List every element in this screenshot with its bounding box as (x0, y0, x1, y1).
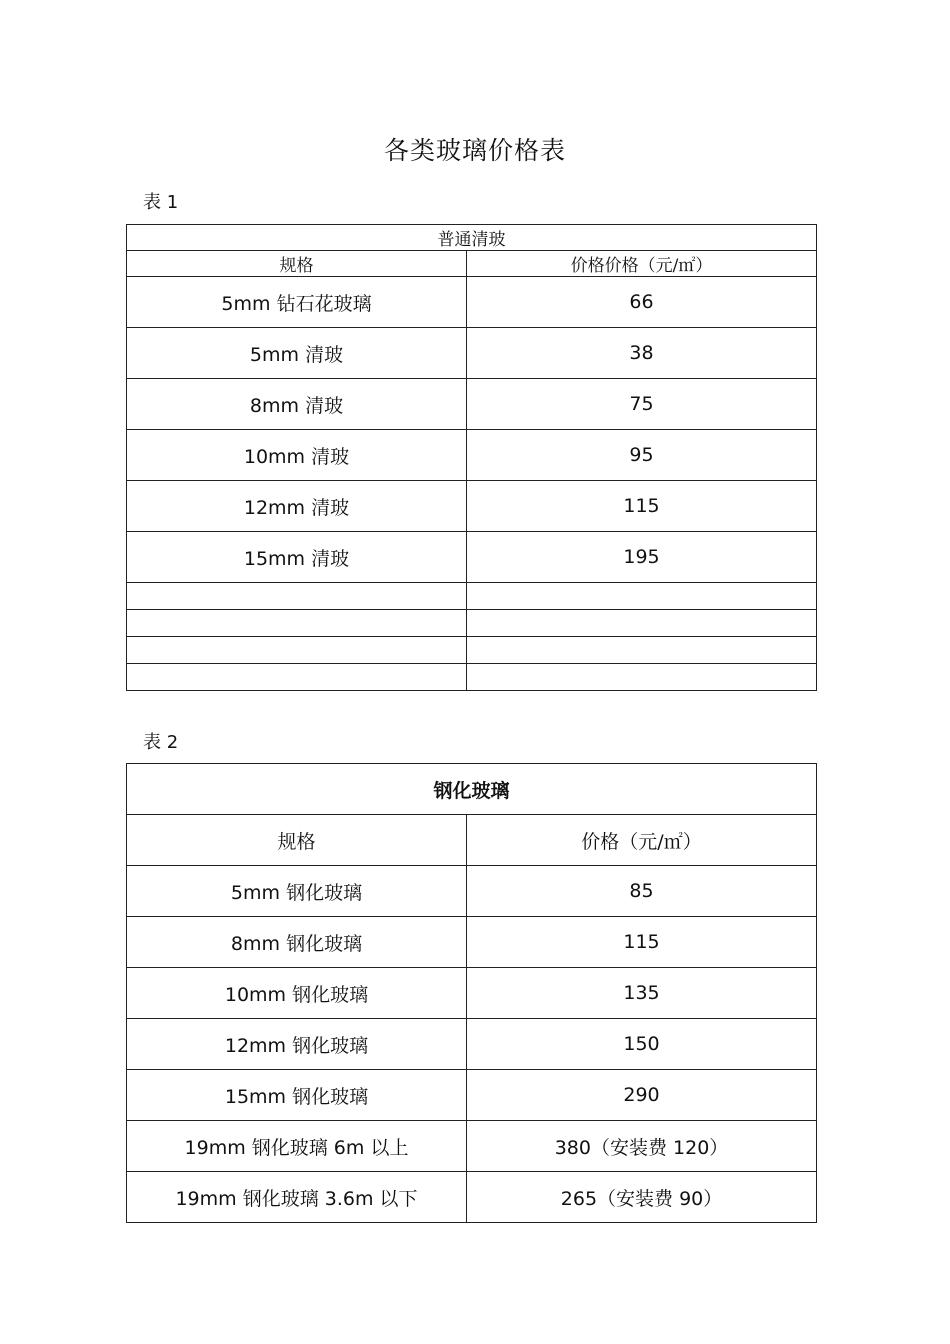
spec-cell: 8mm 钢化玻璃 (127, 917, 467, 968)
empty-table-row (127, 637, 817, 664)
table-row (127, 379, 817, 430)
empty-cell (467, 637, 817, 664)
empty-cell (127, 637, 467, 664)
table-row (127, 430, 817, 481)
spec-cell: 5mm 清玻 (127, 328, 467, 379)
spec-cell: 10mm 钢化玻璃 (127, 968, 467, 1019)
spec-cell: 15mm 清玻 (127, 532, 467, 583)
spec-cell: 12mm 清玻 (127, 481, 467, 532)
spec-cell: 10mm 清玻 (127, 430, 467, 481)
price-cell: 85 (467, 866, 817, 917)
empty-table-row (127, 664, 817, 691)
table2-header-price: 价格（元/㎡） (467, 815, 817, 866)
table-row (127, 917, 817, 968)
spec-cell: 19mm 钢化玻璃 3.6m 以下 (127, 1172, 467, 1223)
price-cell: 95 (467, 430, 817, 481)
table-row (127, 1019, 817, 1070)
table-row (127, 481, 817, 532)
price-cell: 265（安装费 90） (467, 1172, 817, 1223)
empty-table-row (127, 583, 817, 610)
spec-cell: 12mm 钢化玻璃 (127, 1019, 467, 1070)
table-row (127, 532, 817, 583)
table1-group-title: 普通清玻 (127, 225, 817, 251)
table-row (127, 1070, 817, 1121)
price-cell: 115 (467, 481, 817, 532)
tempered-glass-price-table (126, 763, 817, 1223)
table-row (127, 1172, 817, 1223)
table2-header-spec: 规格 (127, 815, 467, 866)
table-row (127, 968, 817, 1019)
empty-cell (127, 610, 467, 637)
table-row (127, 866, 817, 917)
empty-cell (127, 664, 467, 691)
spec-cell: 5mm 钢化玻璃 (127, 866, 467, 917)
price-cell: 150 (467, 1019, 817, 1070)
empty-cell (467, 610, 817, 637)
spec-cell: 15mm 钢化玻璃 (127, 1070, 467, 1121)
page-title: 各类玻璃价格表 (383, 136, 566, 165)
price-cell: 38 (467, 328, 817, 379)
table1-header-spec: 规格 (127, 251, 467, 277)
table2-caption: 表 2 (143, 732, 179, 753)
empty-cell (467, 664, 817, 691)
table1-caption: 表 1 (143, 192, 179, 213)
table-row (127, 277, 817, 328)
table2-group-title: 钢化玻璃 (127, 764, 817, 815)
spec-cell: 5mm 钻石花玻璃 (127, 277, 467, 328)
price-cell: 290 (467, 1070, 817, 1121)
price-cell: 135 (467, 968, 817, 1019)
price-cell: 115 (467, 917, 817, 968)
spec-cell: 8mm 清玻 (127, 379, 467, 430)
table-row (127, 328, 817, 379)
spec-cell: 19mm 钢化玻璃 6m 以上 (127, 1121, 467, 1172)
clear-glass-price-table (126, 224, 817, 691)
price-cell: 380（安装费 120） (467, 1121, 817, 1172)
price-cell: 66 (467, 277, 817, 328)
price-cell: 195 (467, 532, 817, 583)
empty-cell (467, 583, 817, 610)
table1-header-price: 价格价格（元/㎡） (467, 251, 817, 277)
empty-table-row (127, 610, 817, 637)
empty-cell (127, 583, 467, 610)
price-cell: 75 (467, 379, 817, 430)
table-row (127, 1121, 817, 1172)
